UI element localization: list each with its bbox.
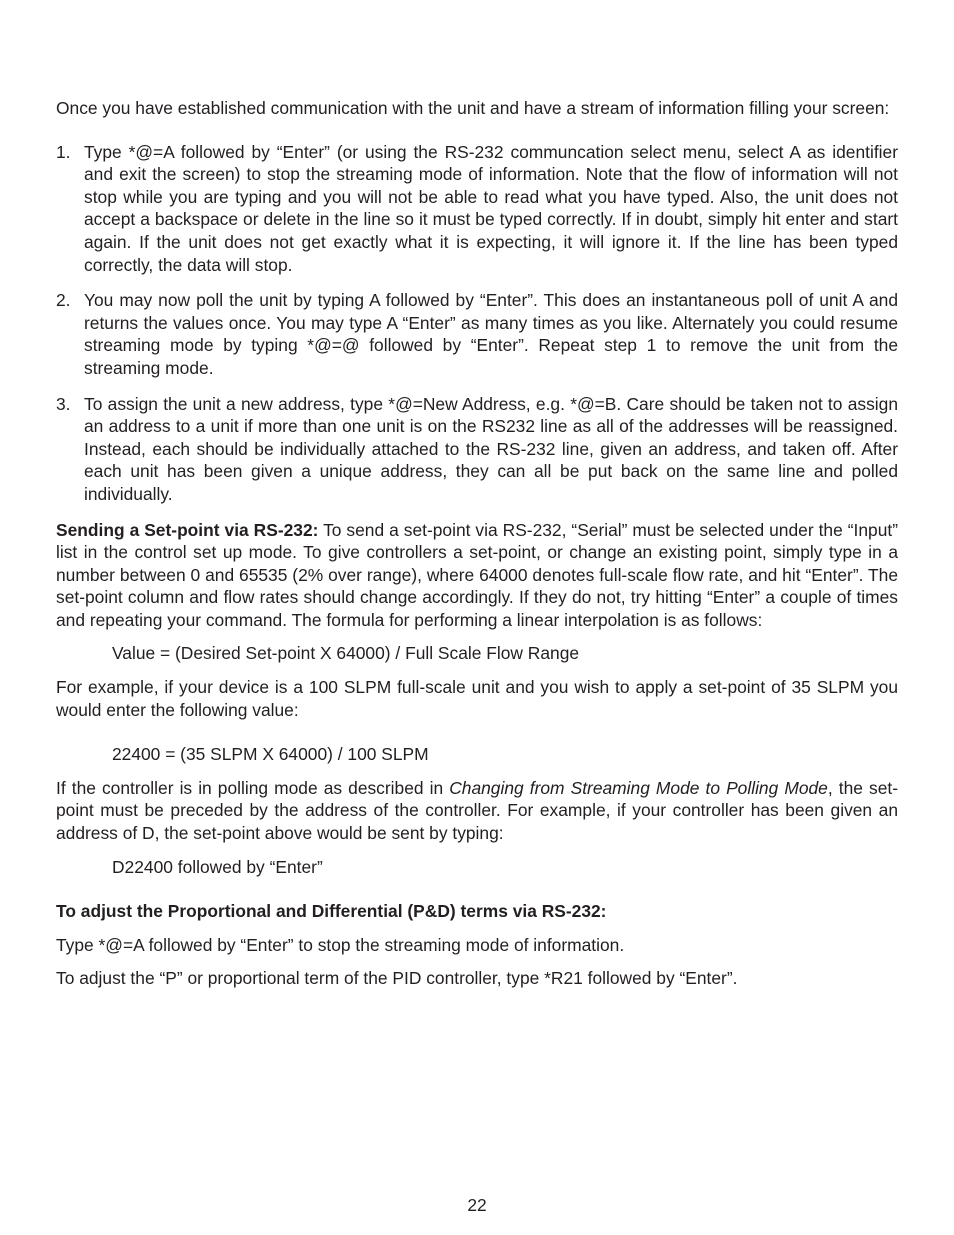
steps-list xyxy=(56,141,898,506)
list-item xyxy=(56,393,898,506)
list-item-number: 2. xyxy=(56,290,71,311)
pd-line-1: Type *@=A followed by “Enter” to stop the streaming mode of information. xyxy=(56,934,625,955)
polling-text-before: If the controller is in polling mode as described in xyxy=(56,777,450,798)
polling-example: D22400 followed by “Enter” xyxy=(112,856,323,877)
setpoint-heading: Sending a Set-point via RS-232: xyxy=(56,519,319,540)
pd-heading-text: To adjust the Proportional and Differential (P&D) terms via RS-232: xyxy=(56,901,607,922)
list-item-number: 3. xyxy=(56,393,71,414)
pd-heading xyxy=(56,900,898,923)
example-intro: For example, if your device is a 100 SLPM full-scale unit and you wish to apply a set-point of 35 SLPM you would enter the following value: xyxy=(56,677,898,720)
page-number: 22 xyxy=(467,1195,487,1215)
example-formula: 22400 = (35 SLPM X 64000) / 100 SLPM xyxy=(112,744,429,765)
setpoint-text: To send a set-point via RS-232, “Serial” must be selected under the “Input” list in the control set up mode. To give controllers a set-point, or change an existing point, simply type in a number between 0 and 65535 (2% over range), where 64000 denotes full-scale flow rate, and hit “Enter”. The set-point column and flow rates should change accordingly. If they do not, try hitting “Enter” a couple of times and repeating your command. The formula for performing a linear interpolation is as follows: xyxy=(56,519,898,630)
list-item xyxy=(56,141,898,277)
list-item xyxy=(56,289,898,379)
polling-text-after: , the set-point must be preceded by the address of the controller. For example, if your controller has been given an address of D, the set-point above would be sent by typing: xyxy=(56,777,898,844)
polling-paragraph xyxy=(56,777,898,845)
list-item-text: Type *@=A followed by “Enter” (or using the RS-232 communcation select menu, select A as identifier and exit the screen) to stop the streaming mode of information. Note that the flow of information will not stop while you are typing and you will not be able to read what you have typed. Also, the unit does not accept a backspace or delete in the line so it must be typed correctly. If in doubt, simply hit enter and start again. If the unit does not get exactly what it is expecting, it will ignore it. If the line has been typed correctly, the data will stop. xyxy=(84,141,898,275)
polling-reference: Changing from Streaming Mode to Polling Mode xyxy=(449,777,828,798)
intro-paragraph: Once you have established communication with the unit and have a stream of information filling your screen: xyxy=(56,98,890,118)
list-item-text: To assign the unit a new address, type *@=New Address, e.g. *@=B. Care should be taken not to assign an address to a unit if more than one unit is on the RS232 line as all of the addresses will be reassigned. Instead, each should be individually attached to the RS-232 line, given an address, and taken off. After each unit has been given a unique address, they can all be put back on the same line and polled individually. xyxy=(84,393,898,504)
setpoint-formula: Value = (Desired Set-point X 64000) / Full Scale Flow Range xyxy=(112,643,580,664)
document-body xyxy=(56,97,898,990)
pd-line-2: To adjust the “P” or proportional term of the PID controller, type *R21 followed by “Enter”. xyxy=(56,968,738,989)
list-item-text: You may now poll the unit by typing A followed by “Enter”. This does an instantaneous poll of unit A and returns the values once. You may type A “Enter” as many times as you like. Alternately you could resume streaming mode by typing *@=@ followed by “Enter”. Repeat step 1 to remove the unit from the streaming mode. xyxy=(84,290,898,378)
setpoint-paragraph xyxy=(56,519,898,632)
list-item-number: 1. xyxy=(56,141,71,162)
